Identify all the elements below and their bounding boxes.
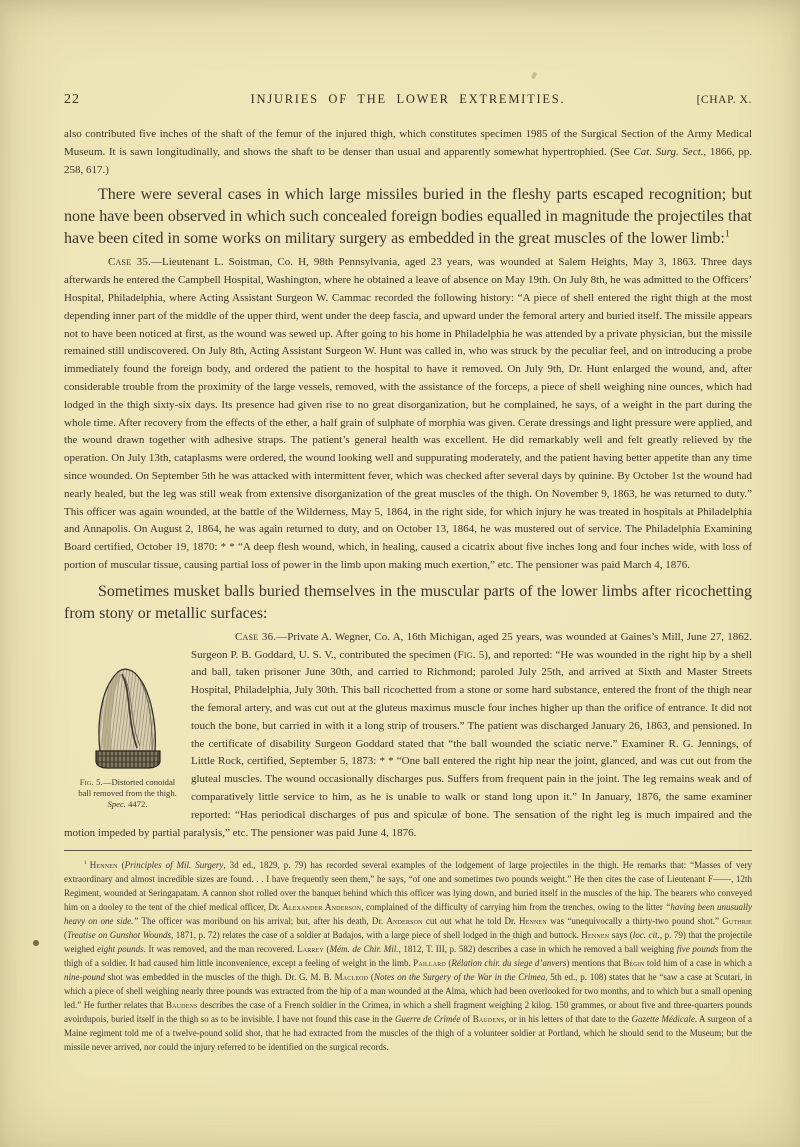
chapter-heading: [CHAP. X. xyxy=(696,94,752,106)
case-36-paragraph xyxy=(64,629,752,843)
footnote-area xyxy=(64,850,752,1054)
transition-paragraph: Sometimes musket balls buried themselves in the muscular parts of the lower limbs after ricochetting from stony or metallic surfaces: xyxy=(64,582,752,622)
figure-caption: Fig. 5.—Distorted conoidal ball removed from the thigh. Spec. 4472. xyxy=(78,776,177,809)
footnote-paragraph: $^1$ Hennen (Principles of Mil. Surgery, 3d ed., 1829, p. 79) has recorded several examples of the lodgement of large projectiles in the thigh. He remarks that: “Masses of very extraordinary and almost incredible sizes are found. . . I have frequently seen them,” he says, “of one and sometimes two pounds weight.” He then cites the case of Lieutenant F——, 12th Regiment, wounded at Seringapatam. A cannon shot rolled over the banquet behind which this officer was lying down, and buried itself in the muscles of the hip. The bearers who conveyed him on a dooley to the tent of the chief medical officer, Dr. Alexander Anderson, complained of the difficulty of carrying him from the trenches, owing to the litter “having been unusually heavy on one side.” The officer was moribund on his arrival; but, after his death, Dr. Anderson cut out what he told Dr. Hennen was “unequivocally a thirty-two pound shot.” Guthrie (Treatise on Gunshot Wounds, 1871, p. 72) relates the case of a soldier at Badajos, with a large piece of shell lodged in the thigh and buttock. Hennen says (loc. cit., p. 79) that the projectile weighed eight pounds. It was removed, and the man recovered. Larrey (Mém. de Chir. Mil., 1812, T. III, p. 582) describes a case in which he removed a ball weighing five pounds from the thigh of a soldier. It had caused him little inconvenience, except a feeling of weight in the limb. Paillard (Rélation chir. du siege d’anvers) mentions that Bégin told him of a case in which a nine-pound shot was embedded in the muscles of the thigh. Dr. G. M. B. Macleod (Notes on the Surgery of the War in the Crimea, 5th ed., p. 108) states that he “saw a case at Scutari, in which a piece of shell weighing nearly three pounds was extracted from the hip of a man wounded at the Alma, which had been overlooked for two months, and to which but a small opening led.” He further relates that Baudens describes the case of a French soldier in the Crimea, in which a shell fragment weighing 2 kilog. 150 grammes, or about five and three-quarters pounds avoirdupois, buried itself in the thigh so as to be invisible. I have not found this case in the Guerre de Crimée of Baudens, or in his letters of that date to the Gazette Médicale. A surgeon of a Maine regiment told me of a twelve-pound solid shot, that he had extracted from the muscles of the thigh of a volunteer soldier at Portland, which he should send to the Museum; but the missile never arrived, nor could the injury referred to be identified on the surgical records. xyxy=(64,860,753,1053)
distorted-conoidal-bullet-engraving xyxy=(91,664,165,770)
footnote-separator xyxy=(64,850,752,851)
page-number: 22 xyxy=(64,92,80,107)
case-36-text: Case 36.—Private A. Wegner, Co. A, 16th Michigan, aged 25 years, was wounded at Gaines’s Mill, June 27, 1862. Surgeon P. B. Goddard, U. S. V., contributed the specimen (Fig. 5), and reported: “He was wounded in the right hip by a shell and ball, taken prisoner June 30th, and carried to Richmond; paroled July 25th, and arrived at Sixth and Master Streets Hospital, Philadelphia, July 30th. This ball ricochetted from a stone or some hard substance, entered the front of the thigh near the femoral artery, and was cut out at the gluteus maximus muscle four inches higher up than the orifice of entrance. It did not touch the bone, but carried in with it a long strip of trousers.” The patient was discharged January 26, 1863, and pensioned. In the certificate of disability Surgeon Goddard stated that “the ball wounded the sciatic nerve.” Examiner R. G. Jennings, of Little Rock, certified, September 5, 1873: * * “One ball entered the right hip near the joint, glanced, and was cut out from the gluteal muscles. The wound occasionally discharges pus. Suffers from frequent pain in the joint. The leg remains weak and of comparatively little service to him, as he is unable to walk or stand long upon it.” In January, 1876, the same examiner reported: “Has periodical discharges of pus and spiculæ of bone. The sensation of the right leg is much impaired and the motion impeded by partial paralysis,” etc. The pensioner was paid June 4, 1876. xyxy=(64,630,753,839)
running-title: INJURIES OF THE LOWER EXTREMITIES. xyxy=(250,92,566,106)
case-35-paragraph: Case 35.—Lieutenant L. Soistman, Co. H, 98th Pennsylvania, aged 23 years, was wounded at Salem Heights, May 3, 1863. Three days afterwards he entered the Campbell Hospital, Washington, where he obtained a leave of absence on May 19th. On July 8th, he was admitted to the Officers’ Hospital, Philadelphia, where Acting Assistant Surgeon W. Cammac recorded the following history: “A piece of shell entered the right thigh at the most depending inner part of the middle of the upper third, went under the deep fascia, and upward under the femoral artery and buried itself. The missile appears not to have been noticed at first, as the wound was sewed up. After going to his home in Philadelphia he was attended by a private physician, but the missile remained still undiscovered. On July 8th, Acting Assistant Surgeon W. Hunt was called in, who was struck by the peculiar feel, and on introducing a probe immediately found the foreign body, and ordered the patient to the hospital to have it removed. On July 9th, Dr. Hunt enlarged the wound, and, after considerable trouble from the proximity of the large vessels, removed, with the assistance of the forceps, a piece of shell weighing nine ounces, which had lodged in the thigh sixty-six days. Its presence had given rise to no great disorganization, but he complained, he says, of a weight in the part during the whole time. After recovery from the effects of the ether, a half grain of sulphate of morphia was given. Cerate dressings and light pressure were applied, and the wound drawn together with adhesive straps. The patient’s general health was excellent. He did remarkably well and felt greatly relieved by the operation. On July 13th, cataplasms were ordered, the wound looking well and suppurating moderately, and the patient having better appetite than any time since wounded. On September 5th he was attacked with intermittent fever, which was checked after several days by quinine. By October 1st the wound had nearly healed, but the leg was still weak from extensive disorganization of the great muscles of the thigh. On November 9, 1863, he was returned to duty.” This officer was again wounded, at the battle of the Wilderness, May 5, 1864, in the right side, for which injury he was treated in hospitals at Philadelphia and Annapolis. On August 2, 1864, he was again returned to duty, and on October 13, 1864, he was mustered out of service. The Philadelphia Examining Board certified, October 19, 1870: * * “A deep flesh wound, which, in healing, caused a cicatrix about five inches long and four inches wide, with loss of portion of muscular tissue, causing partial loss of power in the limb upon making much exertion,” etc. The pensioner was paid March 4, 1876. xyxy=(64,256,752,571)
figure-block xyxy=(77,664,178,810)
scan-blemish xyxy=(33,940,39,946)
intro-paragraph: also contributed five inches of the shaft of the femur of the injured thigh, which constitutes specimen 1985 of the Surgical Section of the Army Medical Museum. It is sawn longitudinally, and shows the shaft to be denser than usual and apparently somewhat hypertrophied. (See Cat. Surg. Sect., 1866, pp. 258, 617.) xyxy=(64,128,753,176)
scan-blemish xyxy=(531,71,538,79)
text-column xyxy=(64,126,752,1054)
lead-paragraph: There were several cases in which large missiles buried in the fleshy parts escaped recognition; but none have been observed in which such concealed foreign bodies equalled in magnitude the projectiles that have been cited in some works on military surgery as embedded in the great muscles of the lower limb:$^1$ xyxy=(64,186,752,248)
page-header xyxy=(64,92,752,108)
